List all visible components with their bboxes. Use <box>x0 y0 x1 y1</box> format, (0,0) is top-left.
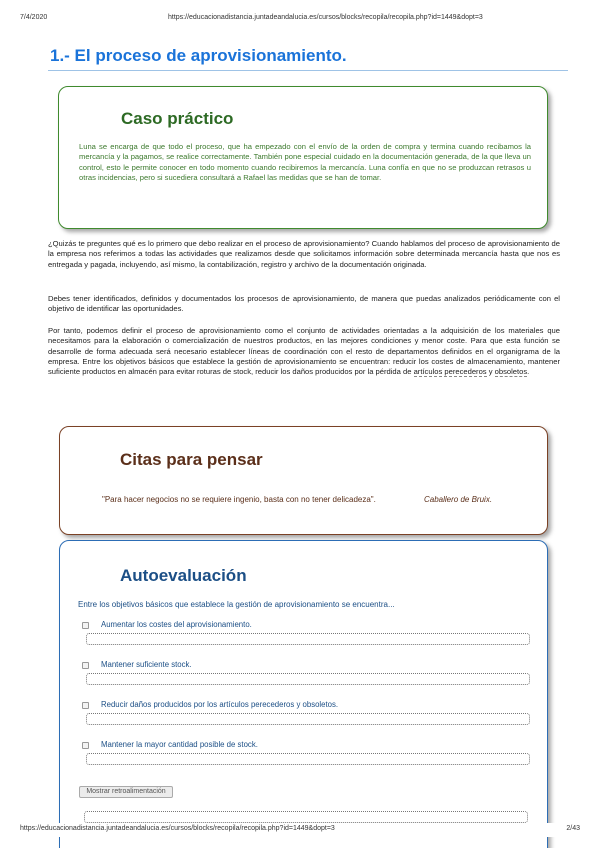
answer-option <box>80 659 530 689</box>
glossary-link-perecederos[interactable]: artículos perecederos <box>413 367 487 377</box>
answer-label[interactable]: Mantener suficiente stock. <box>101 660 192 669</box>
autoevaluacion-question: Entre los objetivos básicos que establece la gestión de aprovisionamiento se encuentra... <box>78 600 395 609</box>
answer-feedback-area <box>86 753 530 765</box>
general-feedback-area <box>84 811 528 823</box>
answer-option <box>80 699 530 729</box>
paragraph-3-conjunction: y <box>486 367 495 377</box>
answer-checkbox[interactable] <box>82 742 89 749</box>
citas-heading: Citas para pensar <box>120 450 263 469</box>
answer-checkbox[interactable] <box>82 662 89 669</box>
answer-checkbox[interactable] <box>82 622 89 629</box>
footer-url: https://educacionadistancia.juntadeandalucia.es/cursos/blocks/recopila/recopila.php?id=1449&dopt=3 <box>20 825 335 832</box>
autoevaluacion-heading: Autoevaluación <box>120 566 247 585</box>
page-number: 2/43 <box>566 825 580 832</box>
citas-box <box>59 426 548 535</box>
caso-practico-text: Luna se encarga de que todo el proceso, que ha empezado con el envío de la orden de compra y termina cuando recibamos la mercancía y la pagamos, se realice correctamente. También pone especial cuidado en la documentación generada, de la que lleva un control, esto le permite conocer en todo momento cuando recibiremos la mercancía. Luna confía en que no se produzcan retrasos u otras incidencias, pero si sucediera consultará a Rafael las medidas que se han de tomar. <box>79 142 531 182</box>
glossary-link-obsoletos[interactable]: obsoletos <box>494 367 528 377</box>
paragraph-1: ¿Quizás te preguntes qué es lo primero que debo realizar en el proceso de aprovisionamiento? Cuando hablamos del proceso de aprovisionamiento de la empresa nos referimos a todas las actividades que realizamos desde que solicitamos información sobre determinada mercancía hasta que nos es entregada y pagada, incluyendo, así mismo, la contabilización, registro y archivo de la documentación originada. <box>48 239 560 269</box>
paragraph-3 <box>48 326 560 377</box>
answer-option <box>80 619 530 649</box>
print-footer <box>20 823 580 837</box>
answer-feedback-area <box>86 673 530 685</box>
print-header <box>20 14 580 26</box>
answer-feedback-area <box>86 713 530 725</box>
answer-label[interactable]: Mantener la mayor cantidad posible de stock. <box>101 740 258 749</box>
answer-option <box>80 739 530 769</box>
answer-label[interactable]: Aumentar los costes del aprovisionamiento. <box>101 620 252 629</box>
citas-quote: "Para hacer negocios no se requiere ingenio, basta con no tener delicadeza". <box>102 495 376 504</box>
caso-practico-box <box>58 86 548 229</box>
autoevaluacion-box <box>59 540 548 848</box>
print-date: 7/4/2020 <box>20 14 48 21</box>
paragraph-3-end: . <box>527 367 530 377</box>
answer-feedback-area <box>86 633 530 645</box>
paragraph-2: Debes tener identificados, definidos y documentados los procesos de aprovisionamiento, de manera que puedas analizados periódicamente con el objetivo de identificar las oportunidades. <box>48 294 560 314</box>
answer-checkbox[interactable] <box>82 702 89 709</box>
print-url: https://educacionadistancia.juntadeandalucia.es/cursos/blocks/recopila/recopila.php?id=1449&dopt=3 <box>168 14 483 21</box>
citas-author: Caballero de Bruix. <box>424 495 493 504</box>
caso-practico-heading: Caso práctico <box>121 109 234 128</box>
title-divider <box>48 70 568 71</box>
paragraph-3-text: Por tanto, podemos definir el proceso de aprovisionamiento como el conjunto de actividades orientadas a la adquisición de los materiales que necesitamos para la elaboración o comercialización de nuestros productos, en las mejores condiciones y menor coste. Para que esta función se desarrolle de forma adecuada será necesario establecer líneas de coordinación con el resto de departamentos definidos en el organigrama de la empresa. Entre los objetivos básicos que establece la gestión de aprovisionamiento se encuentran: reducir los costes de almacenamiento, mantener suficiente productos en almacén para evitar roturas de stock, reducir los daños producidos por la pérdida de <box>48 326 560 377</box>
page-title: 1.- El proceso de aprovisionamiento. <box>50 46 347 65</box>
answer-label[interactable]: Reducir daños producidos por los artículos perecederos y obsoletos. <box>101 700 339 709</box>
show-feedback-button[interactable]: Mostrar retroalimentación <box>79 786 173 798</box>
